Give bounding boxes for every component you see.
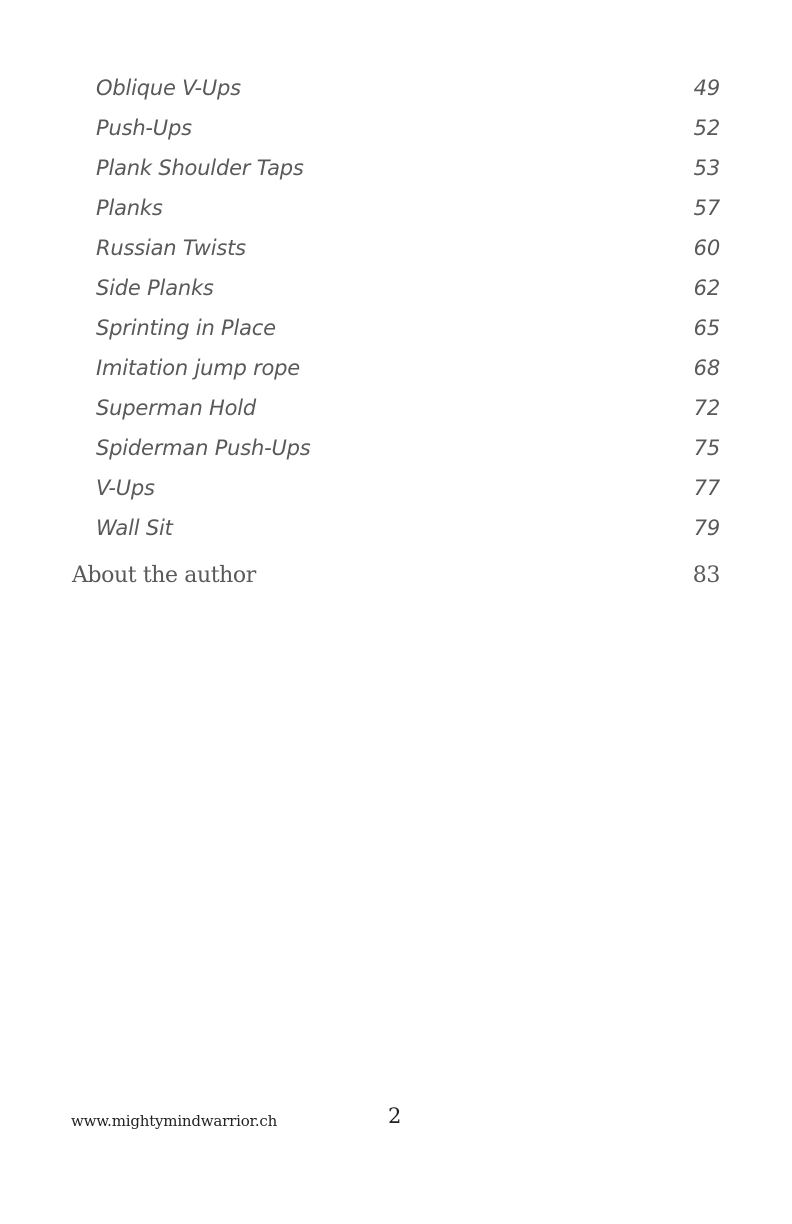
toc-entry-title: Wall Sit: [96, 516, 173, 540]
toc-entry-title: V-Ups: [96, 476, 155, 500]
toc-entry[interactable]: [96, 188, 720, 228]
toc-entry-page: 68: [693, 356, 720, 380]
footer-url: www.mightymindwarrior.ch: [71, 1112, 278, 1130]
toc-entry-page: 75: [693, 436, 720, 460]
toc-entry-page: 57: [693, 196, 720, 220]
toc-entry-page: 49: [693, 76, 720, 100]
toc-entry-title: Plank Shoulder Taps: [96, 156, 304, 180]
toc-entry[interactable]: [96, 268, 720, 308]
toc-entry-page: 52: [693, 116, 720, 140]
toc-entry-page: 72: [693, 396, 720, 420]
toc-entry[interactable]: [96, 308, 720, 348]
toc-entry-title: Push-Ups: [96, 116, 192, 140]
toc-entry[interactable]: [96, 108, 720, 148]
toc-entry[interactable]: [96, 468, 720, 508]
toc-entry-page: 79: [693, 516, 720, 540]
toc-entry[interactable]: [96, 148, 720, 188]
toc-entry-title: Imitation jump rope: [96, 356, 301, 380]
toc-entry-title: Oblique V-Ups: [96, 76, 241, 100]
toc-entry-title: Side Planks: [96, 276, 214, 300]
toc-entry-page: 77: [693, 476, 720, 500]
toc-main-entry[interactable]: [72, 556, 720, 594]
toc-entry-title: Planks: [96, 196, 163, 220]
toc-entry[interactable]: [96, 228, 720, 268]
toc-entry[interactable]: [96, 348, 720, 388]
page-number: 2: [388, 1104, 402, 1128]
toc-entry-title: Russian Twists: [96, 236, 246, 260]
toc-entry-page: 53: [693, 156, 720, 180]
toc-entry[interactable]: [96, 508, 720, 548]
toc-entry-title: Sprinting in Place: [96, 316, 276, 340]
toc-entry-page: 65: [693, 316, 720, 340]
toc-entry-title: Superman Hold: [96, 396, 257, 420]
toc-sub-entries: [96, 68, 720, 548]
toc-entry[interactable]: [96, 388, 720, 428]
toc-entry-page: 60: [693, 236, 720, 260]
toc-entry-title: Spiderman Push-Ups: [96, 436, 311, 460]
toc-main-entry-page: 83: [692, 562, 720, 588]
toc-entry[interactable]: [96, 428, 720, 468]
toc-main-entry-title: About the author: [72, 562, 256, 588]
toc-entry[interactable]: [96, 68, 720, 108]
toc-entry-page: 62: [693, 276, 720, 300]
